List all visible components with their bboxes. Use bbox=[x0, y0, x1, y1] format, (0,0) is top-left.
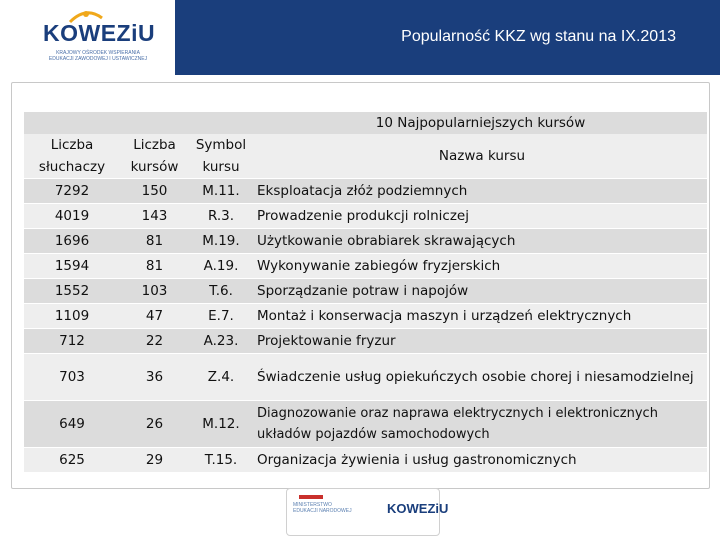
table-row bbox=[24, 448, 707, 473]
cell-symbol: M.19. bbox=[202, 233, 240, 249]
header-courses: Liczba kursów bbox=[130, 137, 179, 175]
cell-courses: 29 bbox=[145, 452, 164, 468]
cell-name: Eksploatacja złóż podziemnych bbox=[257, 183, 468, 199]
cell-symbol: T.15. bbox=[204, 452, 238, 468]
cell-symbol: T.6. bbox=[209, 283, 233, 299]
cell-name: Projektowanie fryzur bbox=[257, 333, 396, 349]
logo-subtitle: KRAJOWY OŚRODEK WSPIERANIA EDUKACJI ZAWODOWEJ I USTAWICZNEJ bbox=[48, 50, 148, 62]
cell-courses: 150 bbox=[141, 183, 168, 199]
cell-symbol: A.19. bbox=[203, 258, 239, 274]
cell-students: 712 bbox=[59, 333, 85, 349]
table-row bbox=[24, 329, 707, 354]
cell-students: 1696 bbox=[54, 233, 90, 249]
header-symbol: Symbol kursu bbox=[195, 137, 247, 175]
table-row bbox=[24, 304, 707, 329]
cell-symbol: Z.4. bbox=[207, 369, 235, 385]
cell-name: Prowadzenie produkcji rolniczej bbox=[257, 208, 469, 224]
table-row bbox=[24, 354, 707, 401]
cell-students: 703 bbox=[59, 369, 85, 385]
cell-courses: 103 bbox=[141, 283, 168, 299]
logo-wordmark: KOWEZiU bbox=[43, 20, 156, 46]
cell-students: 1109 bbox=[54, 308, 90, 324]
cell-name: Wykonywanie zabiegów fryzjerskich bbox=[257, 258, 501, 274]
cell-symbol: E.7. bbox=[208, 308, 234, 324]
koweziu-logo bbox=[28, 8, 168, 70]
table-row bbox=[24, 179, 707, 204]
cell-courses: 22 bbox=[145, 333, 164, 349]
table-row bbox=[24, 204, 707, 229]
cell-courses: 36 bbox=[145, 369, 164, 385]
cell-courses: 47 bbox=[145, 308, 164, 324]
table-row bbox=[24, 254, 707, 279]
cell-students: 625 bbox=[59, 452, 85, 468]
table-caption: 10 Najpopularniejszych kursów bbox=[24, 112, 707, 134]
header-students: Liczba słuchaczy bbox=[38, 137, 106, 175]
cell-name: Diagnozowanie oraz naprawa elektrycznych i elektronicznych układów pojazdów samochodowych bbox=[257, 406, 658, 442]
cell-students: 649 bbox=[59, 416, 85, 432]
header-name: Nazwa kursu bbox=[438, 148, 526, 164]
cell-name: Sporządzanie potraw i napojów bbox=[257, 283, 469, 299]
cell-name: Montaż i konserwacja maszyn i urządzeń elektrycznych bbox=[257, 308, 632, 324]
cell-name: Użytkowanie obrabiarek skrawających bbox=[257, 233, 516, 249]
cell-courses: 81 bbox=[145, 233, 164, 249]
ministry-logo: MINISTERSTWO EDUKACJI NARODOWEJ bbox=[293, 502, 352, 514]
cell-students: 7292 bbox=[54, 183, 90, 199]
footer-logos bbox=[286, 488, 449, 536]
cell-symbol: M.12. bbox=[202, 416, 240, 432]
cell-name: Organizacja żywienia i usług gastronomicznych bbox=[257, 452, 577, 468]
cell-symbol: M.11. bbox=[202, 183, 240, 199]
courses-table bbox=[24, 112, 707, 473]
table-header-row bbox=[24, 134, 707, 179]
table-row bbox=[24, 229, 707, 254]
cell-courses: 81 bbox=[145, 258, 164, 274]
page-title: Popularność KKZ wg stanu na IX.2013 bbox=[401, 28, 676, 45]
cell-name: Świadczenie usług opiekuńczych osobie chorej i niesamodzielnej bbox=[257, 369, 694, 385]
cell-symbol: A.23. bbox=[203, 333, 239, 349]
footer-koweziu-logo: KOWEZiU bbox=[387, 501, 449, 516]
cell-courses: 143 bbox=[141, 208, 168, 224]
cell-courses: 26 bbox=[145, 416, 164, 432]
top-header bbox=[0, 0, 720, 75]
ministry-flag-icon bbox=[299, 495, 323, 499]
cell-students: 1552 bbox=[54, 283, 90, 299]
cell-symbol: R.3. bbox=[207, 208, 235, 224]
table-row bbox=[24, 279, 707, 304]
title-band bbox=[175, 0, 720, 75]
cell-students: 4019 bbox=[54, 208, 90, 224]
cell-students: 1594 bbox=[54, 258, 90, 274]
table-row bbox=[24, 401, 707, 448]
